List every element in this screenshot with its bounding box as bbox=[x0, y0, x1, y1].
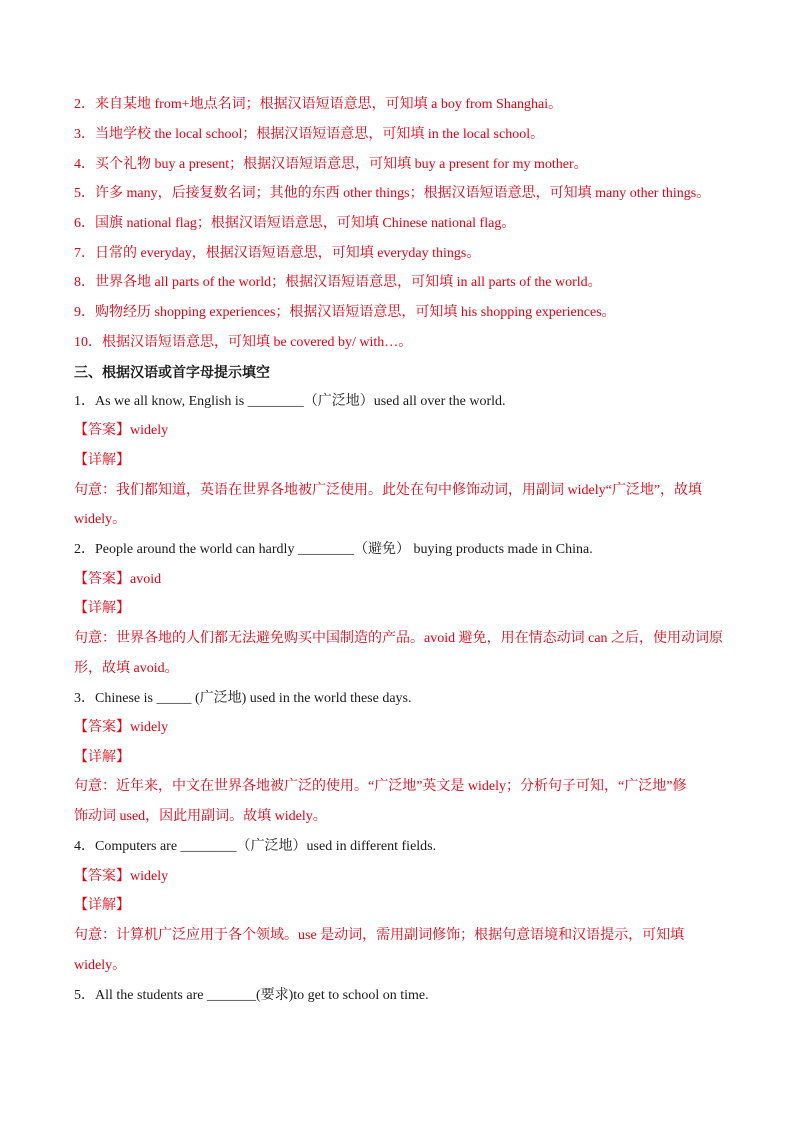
question-5: 5．All the students are _______(要求)to get to school on time. bbox=[74, 988, 429, 1003]
detail-2-line-2: 形，故填 avoid。 bbox=[74, 661, 179, 676]
detail-1-line-1: 句意：我们都知道，英语在世界各地被广泛使用。此处在句中修饰动词，用副词 widely“广泛地”，故填 bbox=[74, 483, 703, 498]
explanation-item-4: 4．买个礼物 buy a present；根据汉语短语意思，可知填 buy a present for my mother。 bbox=[74, 157, 588, 172]
answer-1: 【答案】widely bbox=[74, 423, 169, 438]
detail-label-2: 【详解】 bbox=[74, 601, 130, 616]
detail-label-3: 【详解】 bbox=[74, 750, 130, 765]
explanation-item-5: 5．许多 many，后接复数名词；其他的东西 other things；根据汉语短语意思，可知填 many other things。 bbox=[74, 186, 711, 201]
question-2: 2．People around the world can hardly ________（避免） buying products made in China. bbox=[74, 542, 593, 557]
detail-label-4: 【详解】 bbox=[74, 898, 130, 913]
answer-2: 【答案】avoid bbox=[74, 572, 162, 587]
detail-4-line-1: 句意：计算机广泛应用于各个领域。use 是动词，需用副词修饰；根据句意语境和汉语提示，可知填 bbox=[74, 928, 685, 943]
detail-3-line-1: 句意：近年来，中文在世界各地被广泛的使用。“广泛地”英文是 widely；分析句子可知，“广泛地”修 bbox=[74, 779, 687, 794]
explanation-item-6: 6．国旗 national flag；根据汉语短语意思，可知填 Chinese national flag。 bbox=[74, 216, 516, 231]
explanation-item-3: 3．当地学校 the local school；根据汉语短语意思，可知填 in the local school。 bbox=[74, 127, 545, 142]
detail-3-line-2: 饰动词 used，因此用副词。故填 widely。 bbox=[74, 809, 327, 824]
explanation-item-9: 9．购物经历 shopping experiences；根据汉语短语意思，可知填 his shopping experiences。 bbox=[74, 305, 616, 320]
question-1: 1．As we all know, English is ________（广泛地）used all over the world. bbox=[74, 394, 506, 409]
detail-label-1: 【详解】 bbox=[74, 453, 130, 468]
explanation-item-2: 2．来自某地 from+地点名词；根据汉语短语意思，可知填 a boy from Shanghai。 bbox=[74, 97, 563, 112]
section-heading: 三、根据汉语或首字母提示填空 bbox=[74, 364, 270, 380]
detail-2-line-1: 句意：世界各地的人们都无法避免购买中国制造的产品。avoid 避免，用在情态动词 can 之后，使用动词原 bbox=[74, 631, 724, 646]
question-4: 4．Computers are ________（广泛地）used in different fields. bbox=[74, 839, 437, 854]
explanation-item-10: 10．根据汉语短语意思，可知填 be covered by/ with…。 bbox=[74, 335, 413, 350]
detail-4-line-2: widely。 bbox=[74, 958, 127, 973]
answer-4: 【答案】widely bbox=[74, 869, 169, 884]
detail-1-line-2: widely。 bbox=[74, 512, 127, 527]
question-3: 3．Chinese is _____ (广泛地) used in the world these days. bbox=[74, 691, 412, 706]
explanation-item-8: 8．世界各地 all parts of the world；根据汉语短语意思，可知填 in all parts of the world。 bbox=[74, 275, 602, 290]
answer-3: 【答案】widely bbox=[74, 720, 169, 735]
explanation-item-7: 7．日常的 everyday，根据汉语短语意思，可知填 everyday things。 bbox=[74, 246, 481, 261]
